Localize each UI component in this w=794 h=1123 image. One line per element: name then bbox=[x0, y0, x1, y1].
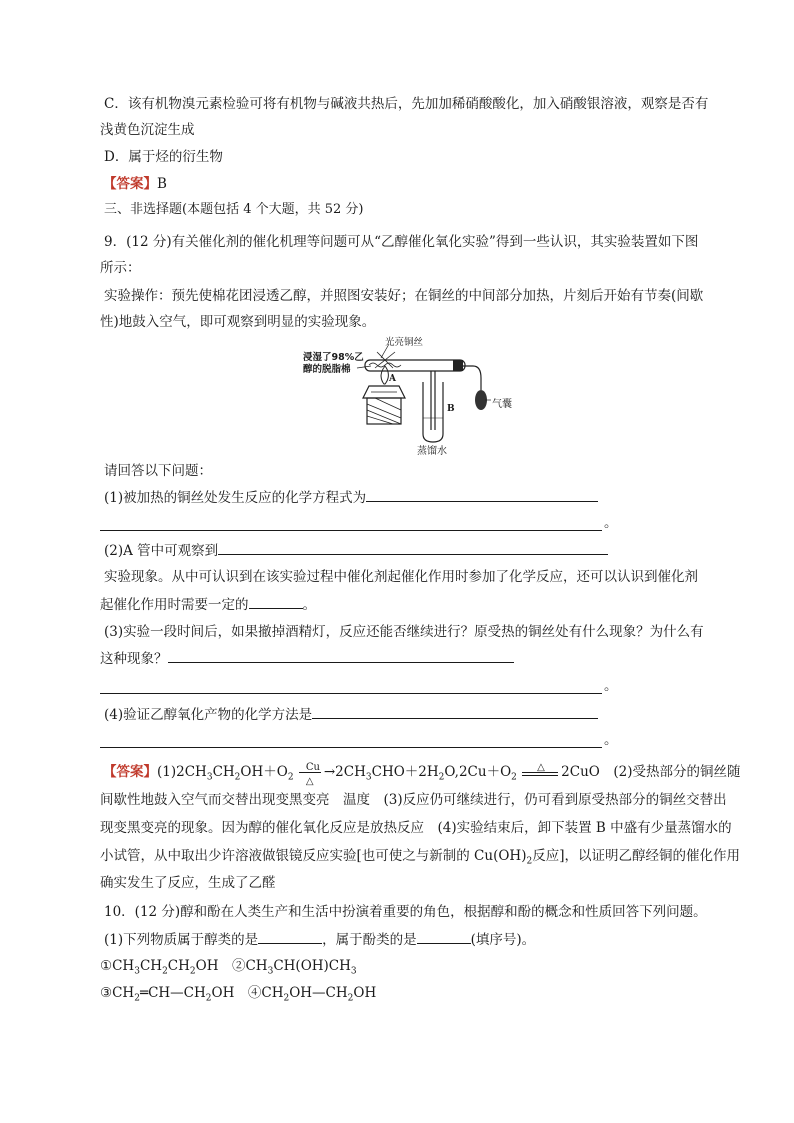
formula-part: OH ②CH bbox=[195, 958, 268, 974]
reaction-condition-heat bbox=[521, 761, 561, 782]
condition-top: △ bbox=[537, 761, 545, 773]
q9-part2-text: (2)A 管中可观察到 bbox=[104, 543, 219, 559]
label-air-bag: 气囊 bbox=[492, 399, 512, 410]
q9-line1: 9．(12 分)有关催化剂的催化机理等问题可从“乙醇催化氧化实验”得到一些认识，其实验装置如下图 bbox=[104, 234, 699, 250]
q10-part1-text: (1)下列物质属于醇类的是 bbox=[104, 932, 259, 948]
q10-part1 bbox=[104, 929, 535, 950]
q9-part2-line1: 实验现象。从中可认识到在该实验过程中催化剂起催化作用时参加了化学反应，还可以认识到催化剂 bbox=[104, 569, 698, 585]
subscript: 2 bbox=[234, 772, 241, 783]
period: 。 bbox=[604, 732, 618, 748]
formula-part: OH—CH bbox=[289, 985, 348, 1001]
answer-9-line4-text: 小试管，从中取出少许溶液做银镜反应实验[也可使之与新制的 Cu(OH) bbox=[100, 848, 527, 864]
q10-part1-text-c: (填序号)。 bbox=[470, 932, 536, 948]
eq-part: 2CuO (2)受热部分的铜丝随 bbox=[561, 764, 741, 780]
eq-part: CH bbox=[212, 764, 235, 780]
label-distilled-water: 蒸馏水 bbox=[417, 446, 447, 457]
condition-top: Cu bbox=[305, 761, 320, 773]
answer-8 bbox=[103, 174, 167, 194]
formula-part: CH bbox=[167, 958, 190, 974]
q9-line2: 所示： bbox=[100, 260, 141, 276]
subscript: 2 bbox=[205, 993, 212, 1004]
subscript: 3 bbox=[350, 966, 357, 977]
answer-9-line4-end: 反应]，以证明乙醇经铜的催化作用 bbox=[532, 848, 740, 864]
apparatus-figure bbox=[303, 337, 512, 457]
answer-blank bbox=[417, 929, 471, 944]
condition-bar bbox=[522, 772, 558, 773]
eq-part: O,2Cu＋O bbox=[444, 764, 512, 780]
answer-blank-line bbox=[100, 746, 602, 748]
q9-part2 bbox=[104, 540, 608, 561]
answer-blank bbox=[312, 704, 598, 719]
period: 。 bbox=[604, 515, 618, 531]
subscript: 3 bbox=[365, 772, 372, 783]
subscript: 2 bbox=[438, 772, 445, 783]
eq-part: CHO＋2H bbox=[371, 764, 439, 780]
q9-part1-text: (1)被加热的铜丝处发生反应的化学方程式为 bbox=[104, 490, 367, 506]
label-a: A bbox=[389, 374, 396, 384]
label-cotton-line1: 浸湿了98%乙 bbox=[303, 352, 364, 363]
answer-9-line4 bbox=[100, 846, 740, 872]
eq-part: OH＋O bbox=[240, 764, 288, 780]
q9-part4 bbox=[104, 704, 598, 725]
answer-tag: 【答案】 bbox=[103, 764, 157, 780]
condition-bottom: △ bbox=[305, 775, 314, 787]
formula-part: ①CH bbox=[100, 958, 135, 974]
subscript: 2 bbox=[189, 966, 196, 977]
q9-operation-line2: 性)地鼓入空气，即可观察到明显的实验现象。 bbox=[100, 314, 376, 330]
q9-part3-line2-text: 这种现象？ bbox=[100, 651, 168, 667]
q9-prompt: 请回答以下问题： bbox=[104, 463, 212, 479]
subscript: 3 bbox=[267, 966, 274, 977]
formula-part: OH ④CH bbox=[211, 985, 284, 1001]
subscript: 2 bbox=[287, 772, 294, 783]
option-c-line2: 浅黄色沉淀生成 bbox=[100, 122, 195, 138]
q9-part2-line2-text: 起催化作用时需要一定的 bbox=[100, 597, 249, 613]
q9-part3-line2 bbox=[100, 648, 514, 669]
option-c-line1: C．该有机物溴元素检验可将有机物与碱液共热后，先加加稀硝酸酸化，加入硝酸银溶液，观察是否有 bbox=[104, 96, 709, 112]
period: 。 bbox=[604, 678, 618, 694]
answer-tag: 【答案】 bbox=[103, 176, 157, 192]
q9-part3-line1: (3)实验一段时间后，如果撤掉酒精灯，反应还能否继续进行？原受热的铜丝处有什么现象？为什么有 bbox=[104, 624, 704, 640]
q10-options-line2 bbox=[100, 983, 376, 1009]
q10-options-line1 bbox=[100, 956, 357, 982]
subscript: 2 bbox=[162, 966, 168, 977]
formula-part: ③CH bbox=[100, 985, 135, 1001]
q9-part2-line2 bbox=[100, 594, 316, 615]
label-cotton-line2: 醇的脱脂棉 bbox=[303, 364, 351, 375]
q9-part4-text: (4)验证乙醇氧化产物的化学方法是 bbox=[104, 707, 313, 723]
answer-value: B bbox=[157, 176, 167, 192]
answer-9-line1 bbox=[103, 762, 740, 788]
reaction-condition-cu bbox=[298, 761, 324, 787]
eq-part: →2CH bbox=[323, 764, 366, 780]
formula-part: CH bbox=[139, 958, 163, 974]
label-cotton bbox=[303, 352, 364, 376]
answer-blank bbox=[218, 540, 608, 555]
q9-part1 bbox=[104, 487, 598, 508]
label-copper-wire: 光亮铜丝 bbox=[385, 337, 424, 348]
answer-blank-line bbox=[100, 529, 602, 531]
q9-part2-line2-end: 。 bbox=[302, 597, 316, 613]
subscript: 2 bbox=[347, 993, 354, 1004]
subscript: 3 bbox=[134, 966, 140, 977]
subscript: 2 bbox=[283, 993, 290, 1004]
formula-part: CH(OH)CH bbox=[273, 958, 351, 974]
section-heading: 三、非选择题(本题包括 4 个大题，共 52 分) bbox=[104, 202, 364, 217]
answer-9-line5: 确实发生了反应，生成了乙醛 bbox=[100, 875, 276, 891]
answer-9-line3: 现变黑变亮的现象。因为醇的催化氧化反应是放热反应 (4)实验结束后，卸下装置 B 中盛有少量蒸馏水的 bbox=[100, 820, 732, 836]
eq-part: (1)2CH bbox=[157, 764, 207, 780]
q10-part1-text-b: ，属于酚类的是 bbox=[322, 932, 417, 948]
subscript: 2 bbox=[134, 993, 140, 1004]
formula-part: ═CH—CH bbox=[139, 985, 206, 1001]
answer-blank-line bbox=[100, 692, 602, 694]
q10-line1: 10．(12 分)醇和酚在人类生产和生活中扮演着重要的角色，根据醇和酚的概念和性质回答下列问题。 bbox=[104, 904, 707, 920]
answer-9-line2: 间歇性地鼓入空气而交替出现变黑变亮 温度 (3)反应仍可继续进行，仍可看到原受热部分的铜丝交替出 bbox=[100, 792, 727, 808]
label-b: B bbox=[447, 404, 455, 414]
condition-bar bbox=[522, 775, 558, 776]
option-d: D．属于烃的衍生物 bbox=[104, 149, 223, 165]
q9-operation-line1: 实验操作：预先使棉花团浸透乙醇，并照图安装好；在铜丝的中间部分加热，片刻后开始有节奏(间歇 bbox=[104, 288, 704, 304]
subscript: 3 bbox=[206, 772, 213, 783]
subscript: 2 bbox=[526, 856, 533, 867]
answer-blank bbox=[249, 594, 303, 609]
answer-blank bbox=[366, 487, 598, 502]
answer-blank bbox=[168, 648, 514, 663]
answer-blank bbox=[258, 929, 322, 944]
subscript: 2 bbox=[511, 772, 517, 783]
formula-part: OH bbox=[353, 985, 377, 1001]
